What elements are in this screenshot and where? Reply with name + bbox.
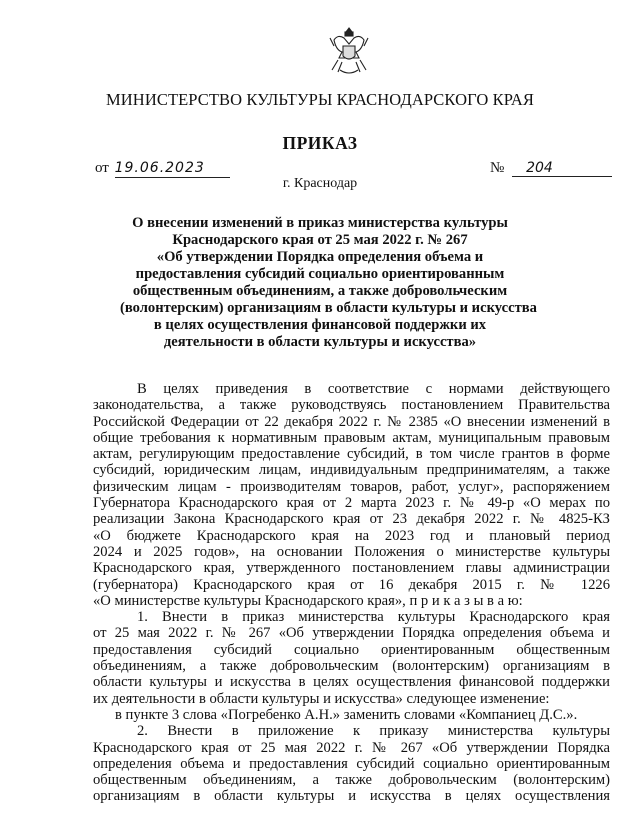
subject-line: (волонтерским) организациям в области культуры и искусства (120, 300, 537, 316)
body-line: актам, регулирующим предоставление субсидий, в том числе грантов в форме (93, 446, 610, 463)
body-line: «О министерстве культуры Краснодарского края», п р и к а з ы в а ю: (93, 592, 523, 609)
body-line: Краснодарского края от 25 мая 2022 г. № 267 «Об утверждении Порядка (93, 739, 610, 756)
document-body (93, 381, 610, 805)
subject-line: Краснодарского края от 25 мая 2022 г. № 267 (172, 232, 468, 248)
body-line: предоставления субсидий социально ориентированным общественным (93, 641, 610, 658)
body-line: организациям в области культуры и искусства в целях осуществления (93, 788, 610, 805)
body-line: реализации Закона Краснодарского края от 23 декабря 2022 г. № 4825-КЗ (93, 511, 610, 528)
body-line: 2024 и 2025 годов», на основании Положения о министерстве культуры (93, 543, 610, 560)
date-prefix: от (95, 160, 109, 176)
body-line: В целях приведения в соответствие с нормами действующего (137, 381, 610, 397)
city: г. Краснодар (282, 176, 358, 191)
number-line (490, 160, 612, 177)
coat-of-arms-emblem (326, 26, 372, 76)
body-line: 2. Внести в приложение к приказу министерства культуры (137, 723, 610, 740)
body-line: в пункте 3 слова «Погребенко А.Н.» заменить словами «Компаниец Д.С.». (115, 706, 578, 723)
subject-line: деятельности в области культуры и искусства» (163, 334, 477, 350)
date-value: 19.06.2023 (115, 160, 230, 178)
subject-line: в целях осуществления финансовой поддержки их (153, 317, 487, 333)
body-line: определения объема и предоставления субсидий социально ориентированным (93, 755, 610, 772)
document-subject (120, 215, 537, 351)
body-line: законодательства, а также руководствуясь постановлением Правительства (93, 397, 610, 414)
body-line: Российской Федерации от 22 декабря 2022 г. № 2385 «О внесении изменений в (93, 413, 610, 430)
body-line: «О бюджете Краснодарского края на 2023 год и плановый период (93, 527, 610, 544)
document-type: ПРИКАЗ (282, 133, 358, 153)
ministry-name: МИНИСТЕРСТВО КУЛЬТУРЫ КРАСНОДАРСКОГО КРАЯ (106, 90, 534, 109)
body-line: объединениям, а также добровольческим (волонтерским) организациям в (93, 658, 610, 675)
body-line: Краснодарского края, утвержденного постановлением главы администрации (93, 560, 610, 577)
body-line: 1. Внести в приказ министерства культуры Краснодарского края (137, 609, 610, 626)
body-line: от 25 мая 2022 г. № 267 «Об утверждении Порядка определения объема и (93, 625, 610, 642)
body-line: субсидий, юридическим лицам, индивидуальным предпринимателям, а также (93, 462, 610, 479)
body-line: области культуры и искусства в целях осуществления финансовой поддержки (93, 674, 610, 691)
subject-line: общественным объединениям, а также добровольческим (132, 283, 508, 299)
number-prefix: № (490, 160, 505, 176)
body-line: физическим лицам - производителям товаров, работ, услуг», распоряжением (93, 478, 610, 495)
number-value: 204 (512, 160, 612, 177)
body-line: Губернатора Краснодарского края от 2 марта 2023 г. № 49-р «О мерах по (93, 495, 610, 512)
body-line: (губернатора) Краснодарского края от 16 декабря 2015 г. № 1226 (93, 576, 610, 593)
subject-line: О внесении изменений в приказ министерства культуры (132, 215, 508, 231)
body-line: общие требования к нормативным правовым актам, муниципальным правовым (93, 429, 610, 446)
subject-line: предоставления субсидий социально ориентированным (135, 266, 505, 282)
body-line: их деятельности в области культуры и искусства» следующее изменение: (93, 690, 550, 707)
body-line: общественным объединениям, а также добровольческим (волонтерским) (93, 772, 610, 789)
subject-line: «Об утверждении Порядка определения объема и (156, 249, 484, 265)
